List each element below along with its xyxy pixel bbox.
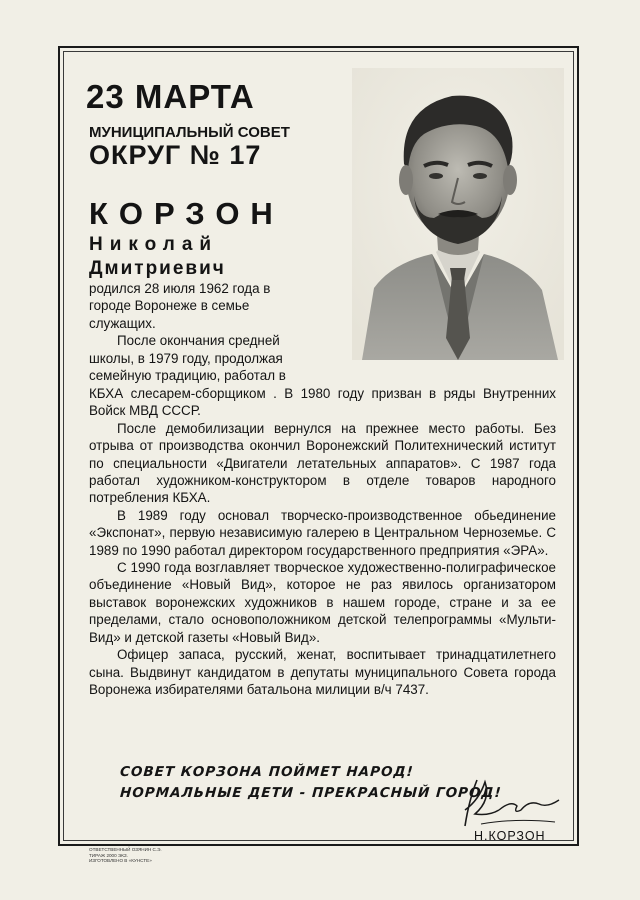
bio-intro-column: [89, 280, 311, 384]
bio-full-text: [89, 385, 556, 698]
bio-continuation: КБХА слесарем-сборщиком . В 1980 году призван в ряды Внутренних Войск МВД СССР.: [89, 386, 556, 419]
bio-paragraph: Офицер запаса, русский, женат, воспитывает тринадцатилетнего сына. Выдвинут кандидатом в депутаты муниципального Совета города Воронежа избирателями батальона милиции в/ч 7437.: [89, 647, 556, 697]
election-date: 23 МАРТА: [86, 78, 255, 115]
council-title: МУНИЦИПАЛЬНЫЙ СОВЕТ: [89, 124, 290, 141]
imprint-line: ТИРАЖ 2000 ЭКЗ.: [89, 852, 128, 858]
bio-line: родился 28 июля 1962 года в: [89, 281, 271, 296]
bio-line: семейную традицию, работал в: [89, 368, 286, 384]
district-title: ОКРУГ № 17: [89, 140, 262, 170]
imprint-line: ОТВЕТСТВЕННЫЙ ОЗЯНИН С.Э.: [89, 847, 162, 852]
slogan-line-1: СОВЕТ КОРЗОНА ПОЙМЕТ НАРОД!: [119, 764, 415, 780]
candidate-surname: КОРЗОН: [89, 196, 284, 231]
handwritten-signature: [455, 770, 565, 836]
bio-line: служащих.: [89, 315, 156, 331]
bio-line: После окончания средней: [117, 333, 280, 349]
slogan-line-2: НОРМАЛЬНЫЕ ДЕТИ - ПРЕКРАСНЫЙ ГОРОД!: [119, 785, 503, 801]
bio-line: городе Воронеже в семье: [89, 298, 250, 314]
bio-line: школы, в 1979 году, продолжая: [89, 350, 283, 366]
bio-paragraph: После демобилизации вернулся на прежнее место работы. Без отрыва от производства окончил Воронежский Политехнический иститут по специальности «Двигатели летательных аппаратов». С 1987 года работал художником-конструктором в отделе товаров народного потребления КБХА.: [89, 420, 556, 506]
imprint-block: [89, 847, 162, 864]
imprint-line: ИЗГОТОВЛЕНО В «КУНСТЕ»: [89, 858, 152, 864]
bio-paragraph: С 1990 года возглавляет творческое художественно-полиграфическое объединение «Новый Вид», которое не раз явилось организатором выставок воронежских художников в нашем городе, стране и за ее пределами, стало основоположником детской телепрограммы «Мульти-Вид» и детской газеты «Новый Вид».: [89, 560, 556, 645]
candidate-photo: [352, 68, 564, 360]
candidate-patronymic: Дмитриевич: [89, 258, 226, 279]
bio-paragraph: В 1989 году основал творческо-производственное обьединение «Экспонат», первую независимую галерею в Центральном Черноземье. С 1989 по 1990 работал директором государственного предприятия «ЭРА».: [89, 507, 556, 558]
candidate-first-name: Николай: [89, 234, 219, 255]
signature-name: Н.КОРЗОН: [474, 829, 546, 843]
